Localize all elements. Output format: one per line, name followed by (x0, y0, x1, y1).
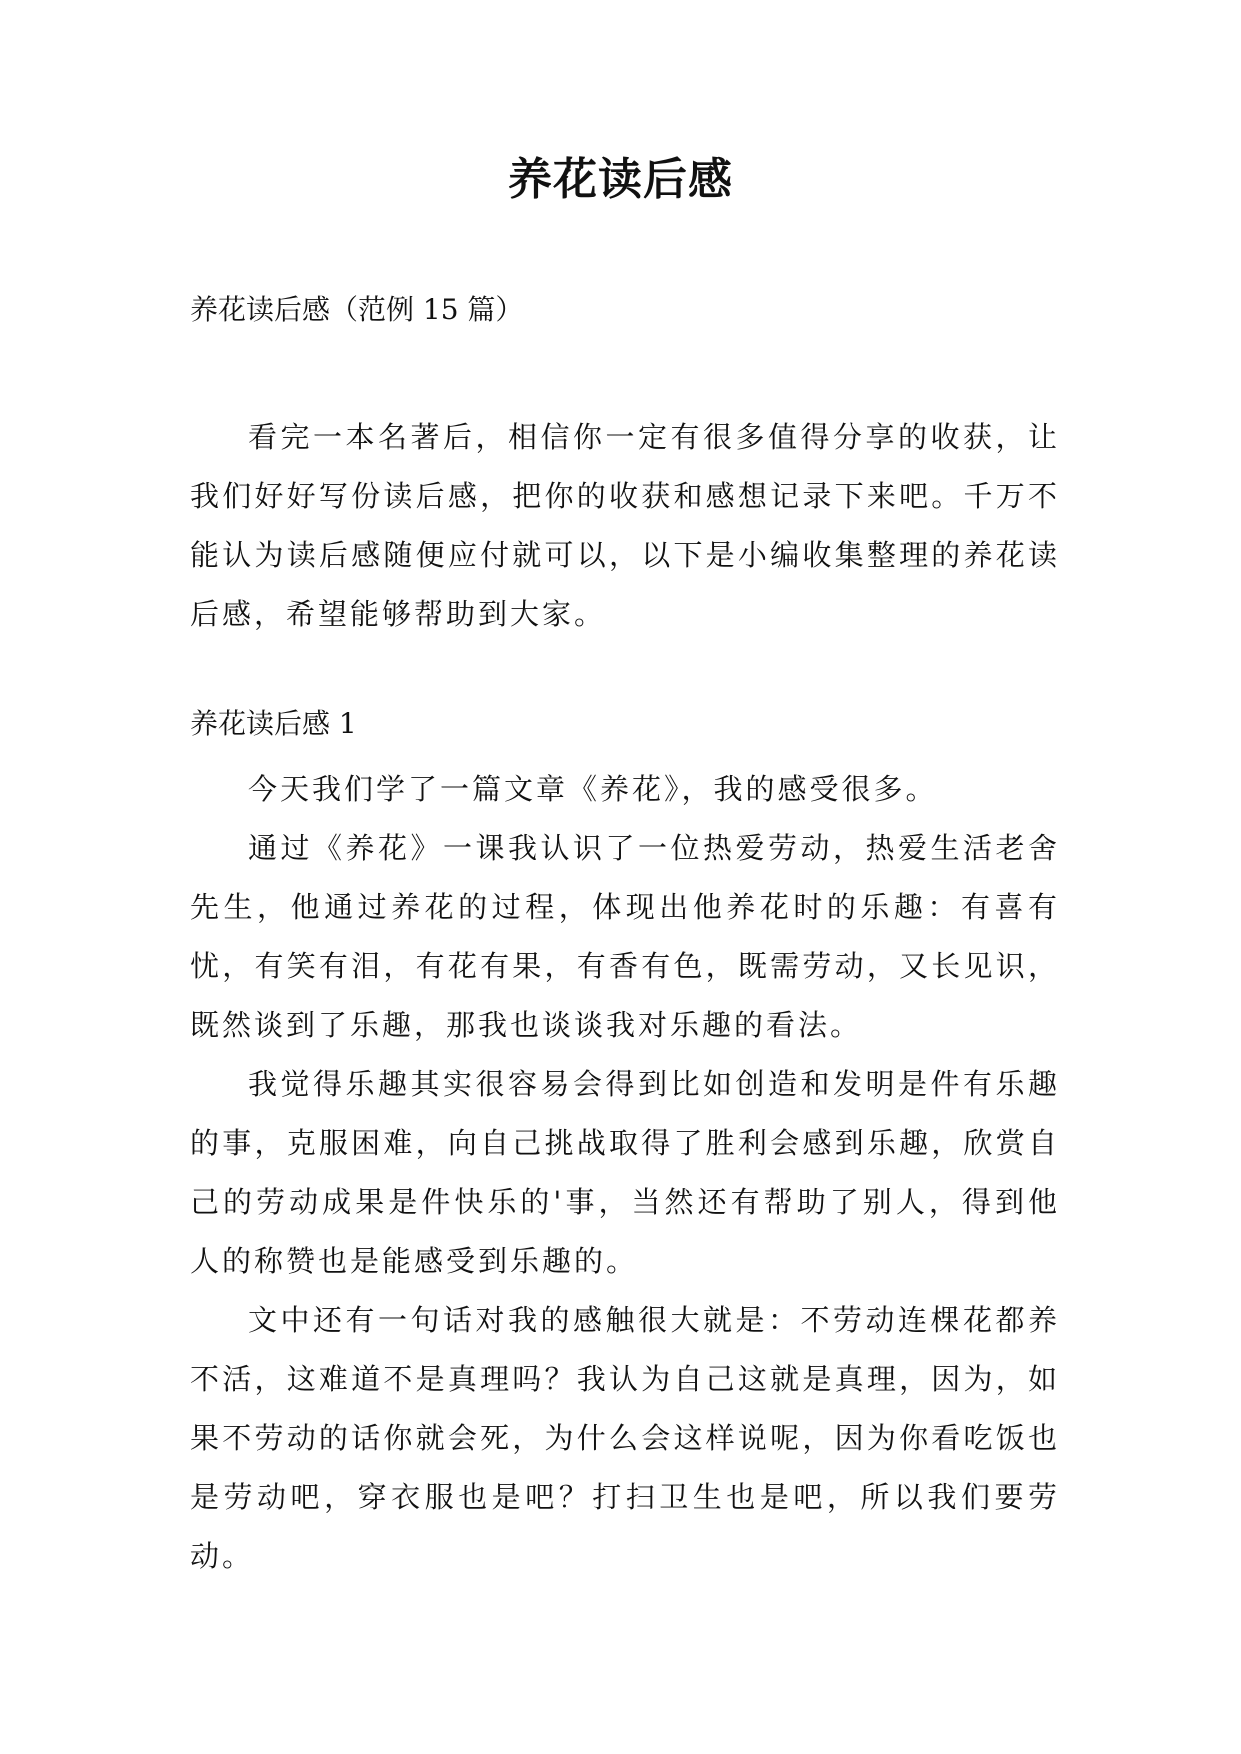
section-body (190, 760, 1060, 1586)
section-heading: 养花读后感 1 (190, 707, 357, 740)
body-paragraph-1: 今天我们学了一篇文章《养花》，我的感受很多。 (248, 772, 938, 806)
body-paragraph-4: 文中还有一句话对我的感触很大就是：不劳动连棵花都养不活，这难道不是真理吗？我认为自己这就是真理，因为，如果不劳动的话你就会死，为什么会这样说呢，因为你看吃饭也是劳动吧，穿衣服也是吧？打扫卫生也是吧，所以我们要劳动。 (190, 1303, 1060, 1573)
document-title: 养花读后感 (508, 154, 733, 205)
body-paragraph-3: 我觉得乐趣其实很容易会得到比如创造和发明是件有乐趣的事，克服困难，向自己挑战取得了胜利会感到乐趣，欣赏自己的劳动成果是件快乐的'事，当然还有帮助了别人，得到他人的称赞也是能感受到乐趣的。 (190, 1067, 1060, 1278)
intro-paragraph: 看完一本名著后，相信你一定有很多值得分享的收获，让我们好好写份读后感，把你的收获和感想记录下来吧。千万不能认为读后感随便应付就可以，以下是小编收集整理的养花读后感，希望能够帮助到大家。 (190, 420, 1060, 631)
document-subtitle: 养花读后感（范例 15 篇） (190, 293, 524, 326)
body-paragraph-2: 通过《养花》一课我认识了一位热爱劳动，热爱生活老舍先生，他通过养花的过程，体现出他养花时的乐趣：有喜有忧，有笑有泪，有花有果，有香有色，既需劳动，又长见识，既然谈到了乐趣，那我也谈谈我对乐趣的看法。 (190, 831, 1060, 1042)
